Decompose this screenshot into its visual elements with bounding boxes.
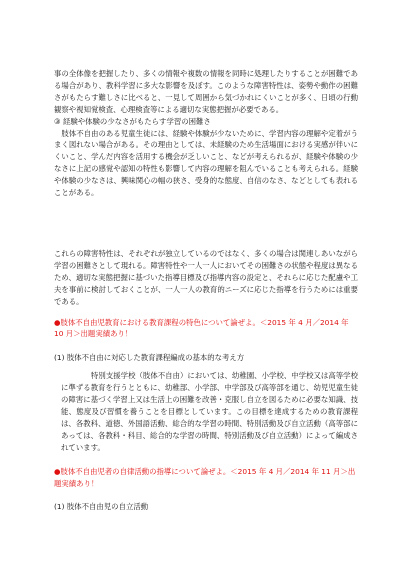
curriculum-block (54, 370, 358, 453)
subheading-self-reliance: (1) 肢体不自由児の自立活動 (54, 502, 149, 512)
paragraph-visual-cognition: 事の全体像を把握したり、多くの情報や複数の情報を同時に処理したりすることが困難である場合があり、教科学習に多大な影響を及ぼす。このような障害特性は、姿勢や動作の困難さがもたらす難しさに比べると、一見して周囲から気づかれにくいことが多く、日頃の行動観察や視知覚検査、心理検査等による適切な実態把握が必要である。 (54, 69, 358, 114)
exam-note-curriculum: ●肢体不自由児教育における教育課程の特色について論ぜよ。＜2015 年 4 月／2014 年 10 月＞出題実績あり！ (54, 317, 349, 339)
paragraph-experience: 肢体不自由のある児童生徒には、経験や体験が少ないために、学習内容の理解や定着がうまく図れない場合がある。その理由としては、未経験のため生活場面における実感が伴いにくいこと、学んだ内容を活用する機会が乏しいこと、などが考えられるが、経験や体験の少なさに上記の感覚や認知の特性も影響して内容の理解を阻んでいることも考えられる。経験や体験の少なさは、興味関心の幅の狭さ、受身的な態度、自信のなさ、などとしても表れることがある。 (54, 128, 358, 198)
subheading-curriculum-basis: (1) 肢体不自由に対応した教育課程編成の基本的な考え方 (54, 353, 245, 363)
section-3-title: ③ 経験や体験の少なさがもたらす学習の困難さ (54, 116, 211, 126)
paragraph-curriculum: 特別支援学校（肢体不自由）においては、幼稚園、小学校、中学校又は高等学校に準ずる教育を行うとともに、幼稚部、小学部、中学部及び高等部を通じ、幼児児童生徒の障害に基づく学習上又は生活上の困難を改善・克服し自立を図るために必要な知識、技能、態度及び習慣を養うことを目標としています。この目標を達成するための教育課程は、各教科、道徳、外国語活動、総合的な学習の時間、特別活動及び自立活動（高等部にあっては、各教科・科目、総合的な学習の時間、特別活動及び自立活動）によって編成されています。 (61, 371, 358, 452)
document-lower-content (54, 248, 358, 513)
document-content (54, 68, 358, 199)
paragraph-summary: これらの障害特性は、それぞれが独立しているのではなく、多くの場合は関連しあいながら学習の困難さとして現れる。障害特性や一人一人においてその困難さの状態や程度は異なるため、適切な実態把握に基づいた指導目標及び指導内容の設定と、それらに応じた配慮や工夫を事前に検討しておくことが、一人一人の教育的ニーズに応じた指導を行うためには重要である。 (54, 249, 358, 306)
exam-note-self-reliance: ●肢体不自由児者の自律活動の指導について論ぜよ。＜2015 年 4 月／2014 年 11 月＞出題実績あり！ (54, 466, 356, 488)
